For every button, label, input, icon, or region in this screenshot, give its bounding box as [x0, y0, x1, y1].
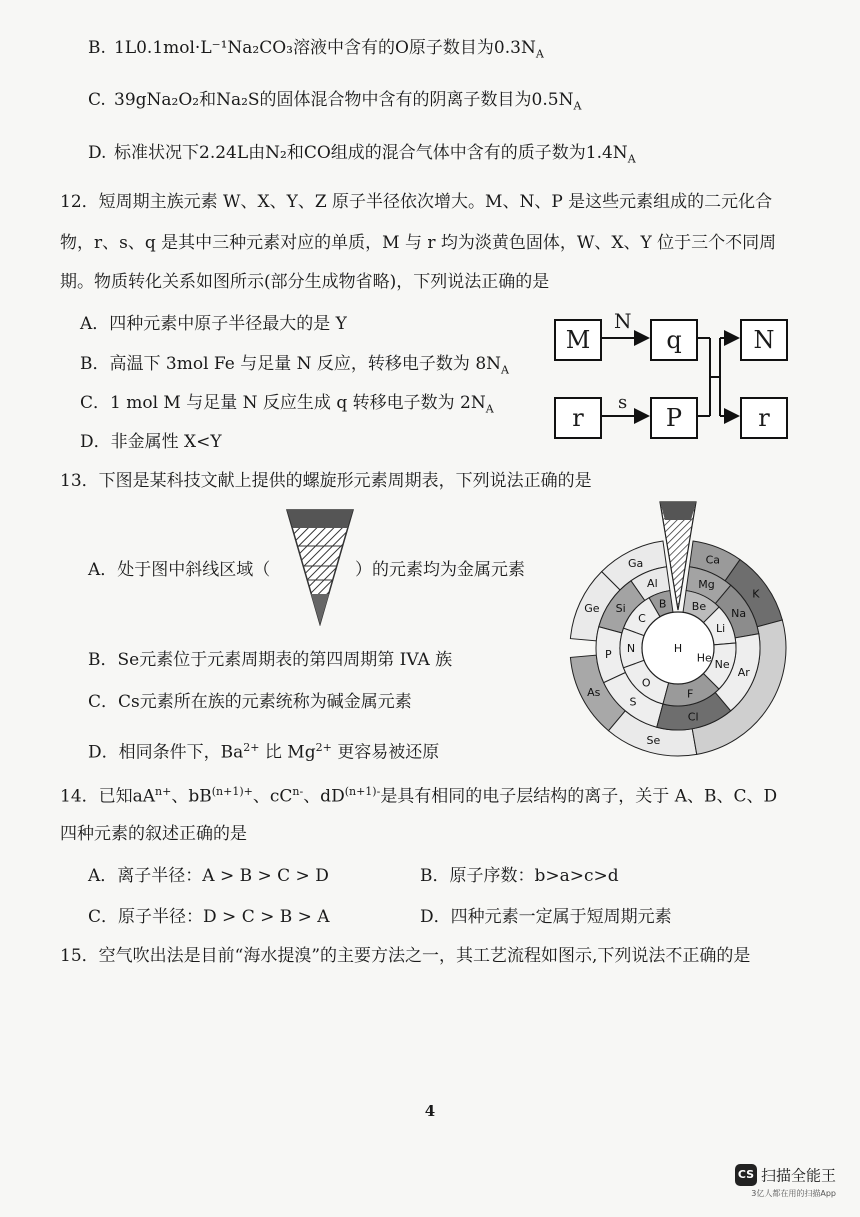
element-S: S [629, 695, 637, 709]
element-He: He [696, 651, 712, 665]
element-Be: Be [691, 599, 707, 613]
element-Ar: Ar [737, 665, 750, 679]
q14-option-c: C．原子半径：D > C > B > A [88, 907, 330, 927]
spiral-periodic-table [548, 500, 808, 770]
q13-option-a-prefix: A．处于图中斜线区域（ [88, 560, 271, 580]
node-M: M [554, 319, 602, 361]
q12-stem-line2: 物，r、s、q 是其中三种元素对应的单质，M 与 r 均为淡黄色固体，W、X、Y 位于三个不同周 [60, 233, 777, 253]
q11-option-b: B. 1L0.1mol·L⁻¹Na₂CO₃溶液中含有的O原子数目为$0.3N_A$ [88, 38, 544, 61]
element-H: H [673, 642, 683, 655]
node-r-input: r [554, 397, 602, 439]
q14-option-d: D．四种元素一定属于短周期元素 [420, 907, 672, 927]
scanner-watermark [735, 1164, 836, 1199]
q11-option-d: D. 标准状况下2.24L由N₂和CO组成的混合气体中含有的质子数为$1.4N_A$ [88, 143, 636, 166]
q15-stem: 15．空气吹出法是目前“海水提溴”的主要方法之一，其工艺流程如图示,下列说法不正确的是 [60, 946, 751, 966]
scanner-name: 扫描全能王 [760, 1166, 836, 1185]
element-K: K [752, 587, 760, 601]
element-Cl: Cl [687, 710, 699, 724]
element-Se: Se [646, 733, 661, 747]
q12-transformation-diagram [550, 305, 810, 445]
arrow-label-N: N [614, 309, 632, 333]
q13-option-a-suffix: ）的元素均为金属元素 [355, 560, 525, 580]
element-N: N [626, 642, 636, 655]
element-P: P [604, 648, 612, 662]
element-Li: Li [716, 622, 726, 636]
element-C: C [638, 611, 646, 625]
q13-option-d: D．相同条件下，$Ba^{2+}$ 比 $Mg^{2+}$ 更容易被还原 [88, 741, 440, 763]
hatched-wedge-top [660, 502, 696, 520]
element-As: As [587, 685, 601, 699]
scanner-logo-icon: CS [735, 1164, 757, 1186]
element-Mg: Mg [698, 578, 715, 592]
q12-option-d: D．非金属性 X<Y [80, 432, 222, 452]
element-Ne: Ne [714, 658, 730, 672]
diagram-arrows [550, 305, 810, 445]
q14-stem-line1: 14．已知$aA^{n+}$、$bB^{(n+1)+}$、$cC^{n-}$、$dD^{(n+1)-}$是具有相同的电子层结构的离子，关于 A、B、C、D [60, 785, 778, 807]
element-F: F [687, 687, 694, 701]
element-Na: Na [731, 607, 747, 620]
scanner-tagline: 3亿人都在用的扫描App [751, 1189, 836, 1198]
node-q: q [650, 319, 698, 361]
q14-stem-line2: 四种元素的叙述正确的是 [60, 824, 247, 844]
hatched-triangle-icon [285, 508, 355, 626]
node-N: N [740, 319, 788, 361]
q13-option-c: C．Cs元素所在族的元素统称为碱金属元素 [88, 692, 412, 712]
q14-option-b: B．原子序数：b>a>c>d [420, 866, 619, 886]
element-Al: Al [647, 576, 658, 590]
element-Ca: Ca [705, 553, 721, 567]
arrow-label-s: s [618, 392, 628, 413]
q13-option-b: B．Se元素位于元素周期表的第四周期第 IVA 族 [88, 650, 453, 670]
q14-option-a: A．离子半径：A > B > C > D [88, 866, 329, 886]
element-O: O [641, 676, 651, 690]
element-Si: Si [615, 601, 626, 615]
q12-stem-line3: 期。物质转化关系如图所示(部分生成物省略)，下列说法正确的是 [60, 272, 550, 292]
node-r-output: r [740, 397, 788, 439]
q12-option-a: A．四种元素中原子半径最大的是 Y [80, 314, 347, 334]
element-Ga: Ga [627, 556, 644, 570]
element-Ge: Ge [584, 601, 600, 615]
element-B: B [658, 597, 667, 611]
q12-option-c: C．1 mol M 与足量 N 反应生成 q 转移电子数为 $2N_A$ [80, 393, 494, 416]
q13-stem: 13．下图是某科技文献上提供的螺旋形元素周期表，下列说法正确的是 [60, 471, 592, 491]
q12-stem-line1: 12．短周期主族元素 W、X、Y、Z 原子半径依次增大。M、N、P 是这些元素组成的二元化合 [60, 192, 773, 212]
page-number: 4 [424, 1102, 436, 1120]
node-P: P [650, 397, 698, 439]
q11-option-c: C. 39gNa₂O₂和Na₂S的固体混合物中含有的阴离子数目为$0.5N_A$ [88, 90, 582, 113]
q12-option-b: B．高温下 3mol Fe 与足量 N 反应，转移电子数为 $8N_A$ [80, 354, 509, 377]
